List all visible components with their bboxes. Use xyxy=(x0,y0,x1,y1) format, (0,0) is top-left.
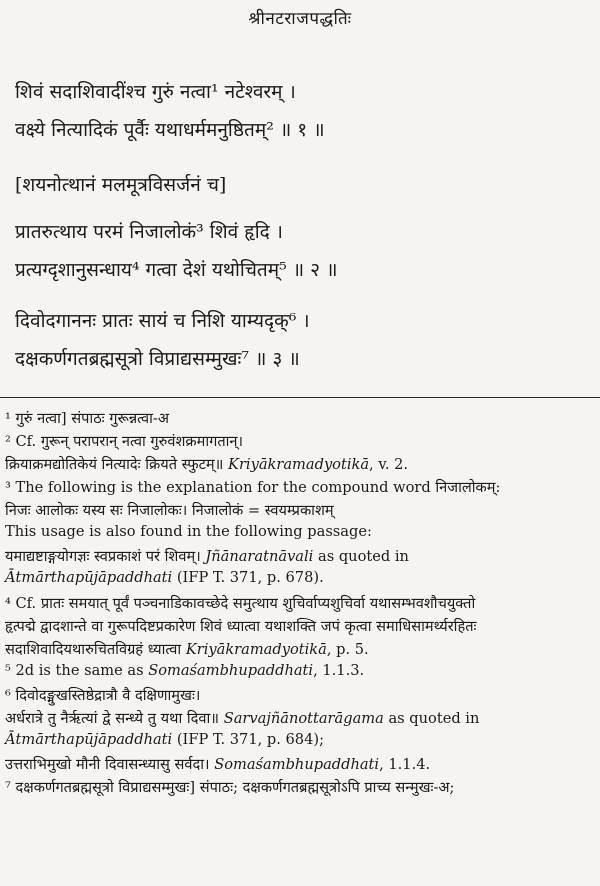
footnote-line: ⁷ दक्षकर्णगतब्रह्मसूत्रो विप्राद्यसम्मुखः] संपाठः; दक्षकर्णगतब्रह्मसूत्रोऽपि प्राच्य सन्मुखः-अ; xyxy=(5,779,455,796)
footnote-line: ⁶ दिवोदङ्मुखस्तिष्ठेद्रात्रौ वै दक्षिणामुखः। xyxy=(5,687,201,704)
verse-line: दक्षकर्णगतब्रह्मसूत्रो विप्राद्यसम्मुखः⁷ ॥ ३ ॥ xyxy=(15,348,300,370)
footnote-line: क्रियाक्रमद्योतिकेयं नित्यादेः क्रियते स्फुटम्॥ Kriyākramadyotikā, v. 2. xyxy=(5,456,409,473)
footnote-divider xyxy=(0,397,600,398)
verse-line: प्रातरुत्थाय परमं निजालोकं³ शिवं हृदि । xyxy=(15,221,283,243)
page-title: श्रीनटराजपद्धतिः xyxy=(248,9,352,29)
footnote-line: Ātmārthapūjāpaddhati (IFP T. 371, p. 678). xyxy=(5,569,324,586)
footnote-line: This usage is also found in the following passage: xyxy=(5,523,372,540)
footnote-line: ³ The following is the explanation for the compound word निजालोकम्: xyxy=(5,479,501,496)
verse-line: प्रत्यग्दृशानुसन्धाय⁴ गत्वा देशं यथोचितम्⁵ ॥ २ ॥ xyxy=(15,259,338,281)
verse-line: दिवोदगाननः प्रातः सायं च निशि याम्यदृक्⁶ । xyxy=(15,310,310,332)
footnote-line: हृत्पद्मे द्वादशान्ते वा गुरूपदिष्टप्रकारेण शिवं ध्यात्वा यथाशक्ति जपं कृत्वा समाधिसामर्थ्यरहितः xyxy=(5,618,477,635)
footnote-line: ¹ गुरुं नत्वा] संपाठः गुरून्नत्वा-अ xyxy=(5,410,169,427)
footnote-line: उत्तराभिमुखो मौनी दिवासन्ध्यासु सर्वदा। Somaśambhupaddhati, 1.1.4. xyxy=(5,756,431,773)
verse-line: शिवं सदाशिवादींश्च गुरुं नत्वा¹ नटेश्वरम् । xyxy=(15,81,296,103)
footnote-line: सदाशिवादियथारुचितविग्रहं ध्यात्वा Kriyākramadyotikā, p. 5. xyxy=(5,641,369,658)
verse-line: वक्ष्ये नित्यादिकं पूर्वैः यथाधर्ममनुष्ठितम्² ॥ १ ॥ xyxy=(15,119,325,141)
footnote-line: अर्धरात्रे तु नैर्ऋत्यां द्वे सन्ध्ये तु यथा दिवा॥ Sarvajñānottarāgama as quoted in xyxy=(5,710,480,727)
footnote-line: यमाद्यष्टाङ्गयोगज्ञः स्वप्रकाशं परं शिवम्। Jñānaratnāvali as quoted in xyxy=(5,548,409,565)
footnote-line: Ātmārthapūjāpaddhati (IFP T. 371, p. 684); xyxy=(5,731,324,748)
footnote-line: ⁵ 2d is the same as Somaśambhupaddhati, 1.1.3. xyxy=(5,662,365,679)
footnote-line: ⁴ Cf. प्रातः समयात् पूर्वं पञ्चनाडिकावच्छेदे समुत्थाय शुचिर्वाप्यशुचिर्वा यथासम्भवशौचयुक्तो xyxy=(5,595,476,612)
footnote-line: ² Cf. गुरून् परापरान् नत्वा गुरुवंशक्रमागतान्। xyxy=(5,433,244,450)
footnote-line: निजः आलोकः यस्य सः निजालोकः। निजालोकं = स्वयम्प्रकाशम् xyxy=(5,502,334,519)
section-heading: [शयनोत्थानं मलमूत्रविसर्जनं च] xyxy=(15,174,227,196)
